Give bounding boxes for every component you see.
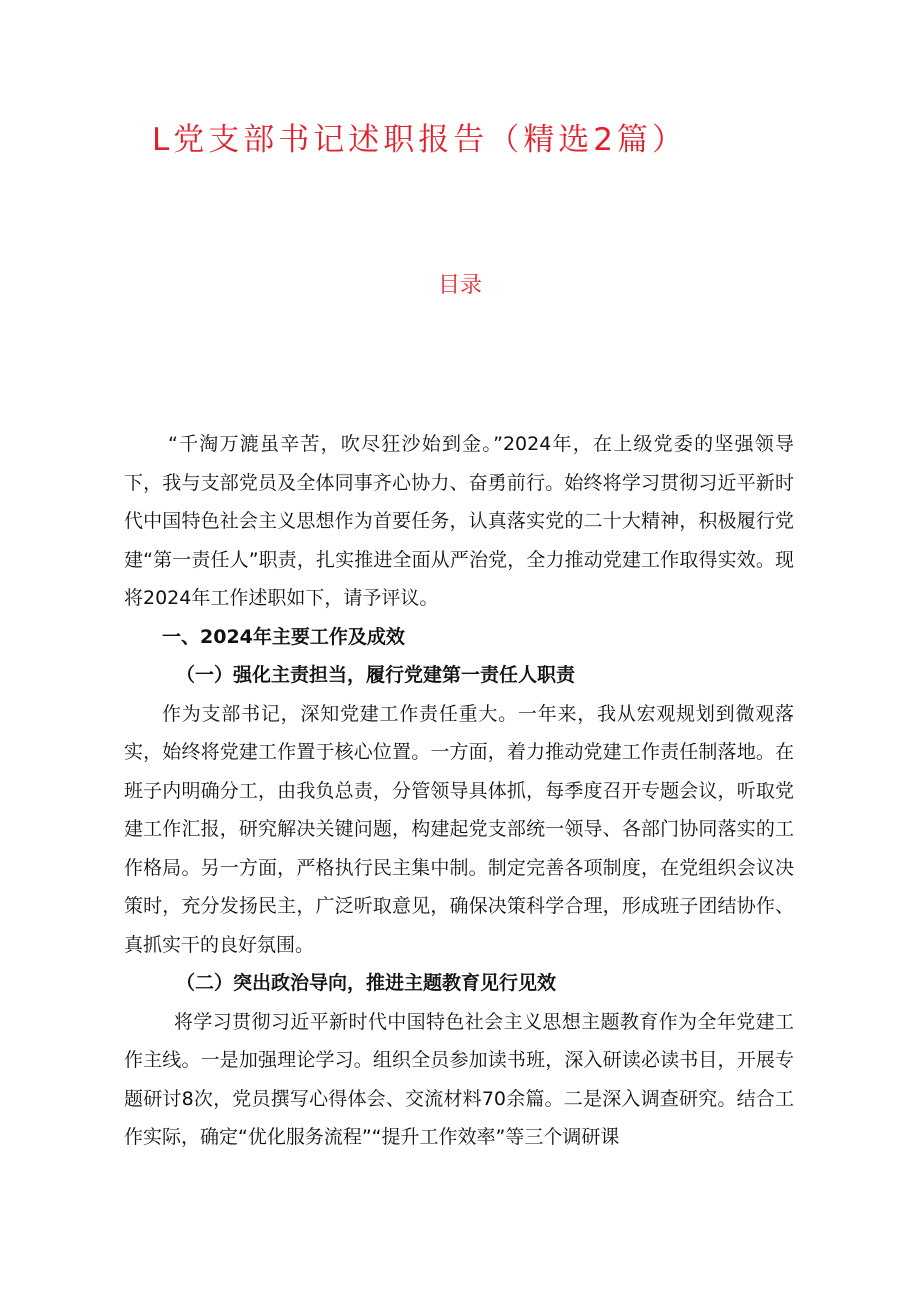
section-heading-1: 一、2024年主要工作及成效: [162, 625, 405, 648]
document-body: [124, 425, 794, 1157]
subsection-heading-1: （一）强化主责担当，履行党建第一责任人职责: [176, 664, 576, 686]
document-title: L党支部书记述职报告（精选2篇）: [152, 122, 687, 158]
toc-heading: 目录: [437, 273, 482, 298]
subsection-heading-2: （二）突出政治导向，推进主题教育见行见效: [176, 972, 557, 994]
intro-paragraph: “千淘万漉虽辛苦，吹尽狂沙始到金。”2024年，在上级党委的坚强领导下，我与支部党员及全体同事齐心协力、奋勇前行。始终将学习贯彻习近平新时代中国特色社会主义思想作为首要任务，认真落实党的二十大精神，积极履行党建“第一责任人”职责，扎实推进全面从严治党，全力推动党建工作取得实效。现将2024年工作述职如下，请予评议。: [124, 433, 794, 609]
body-paragraph-1: 作为支部书记，深知党建工作责任重大。一年来，我从宏观规划到微观落实，始终将党建工作置于核心位置。一方面，着力推动党建工作责任制落地。在班子内明确分工，由我负总责，分管领导具体抓，每季度召开专题会议，听取党建工作汇报，研究解决关键问题，构建起党支部统一领导、各部门协同落实的工作格局。另一方面，严格执行民主集中制。制定完善各项制度，在党组织会议决策时，充分发扬民主，广泛听取意见，确保决策科学合理，形成班子团结协作、真抓实干的良好氛围。: [124, 702, 794, 956]
body-paragraph-2: 将学习贯彻习近平新时代中国特色社会主义思想主题教育作为全年党建工作主线。一是加强理论学习。组织全员参加读书班，深入研读必读书目，开展专题研讨8次，党员撰写心得体会、交流材料70余篇。二是深入调查研究。结合工作实际，确定“优化服务流程”“提升工作效率”等三个调研课: [124, 1010, 794, 1148]
